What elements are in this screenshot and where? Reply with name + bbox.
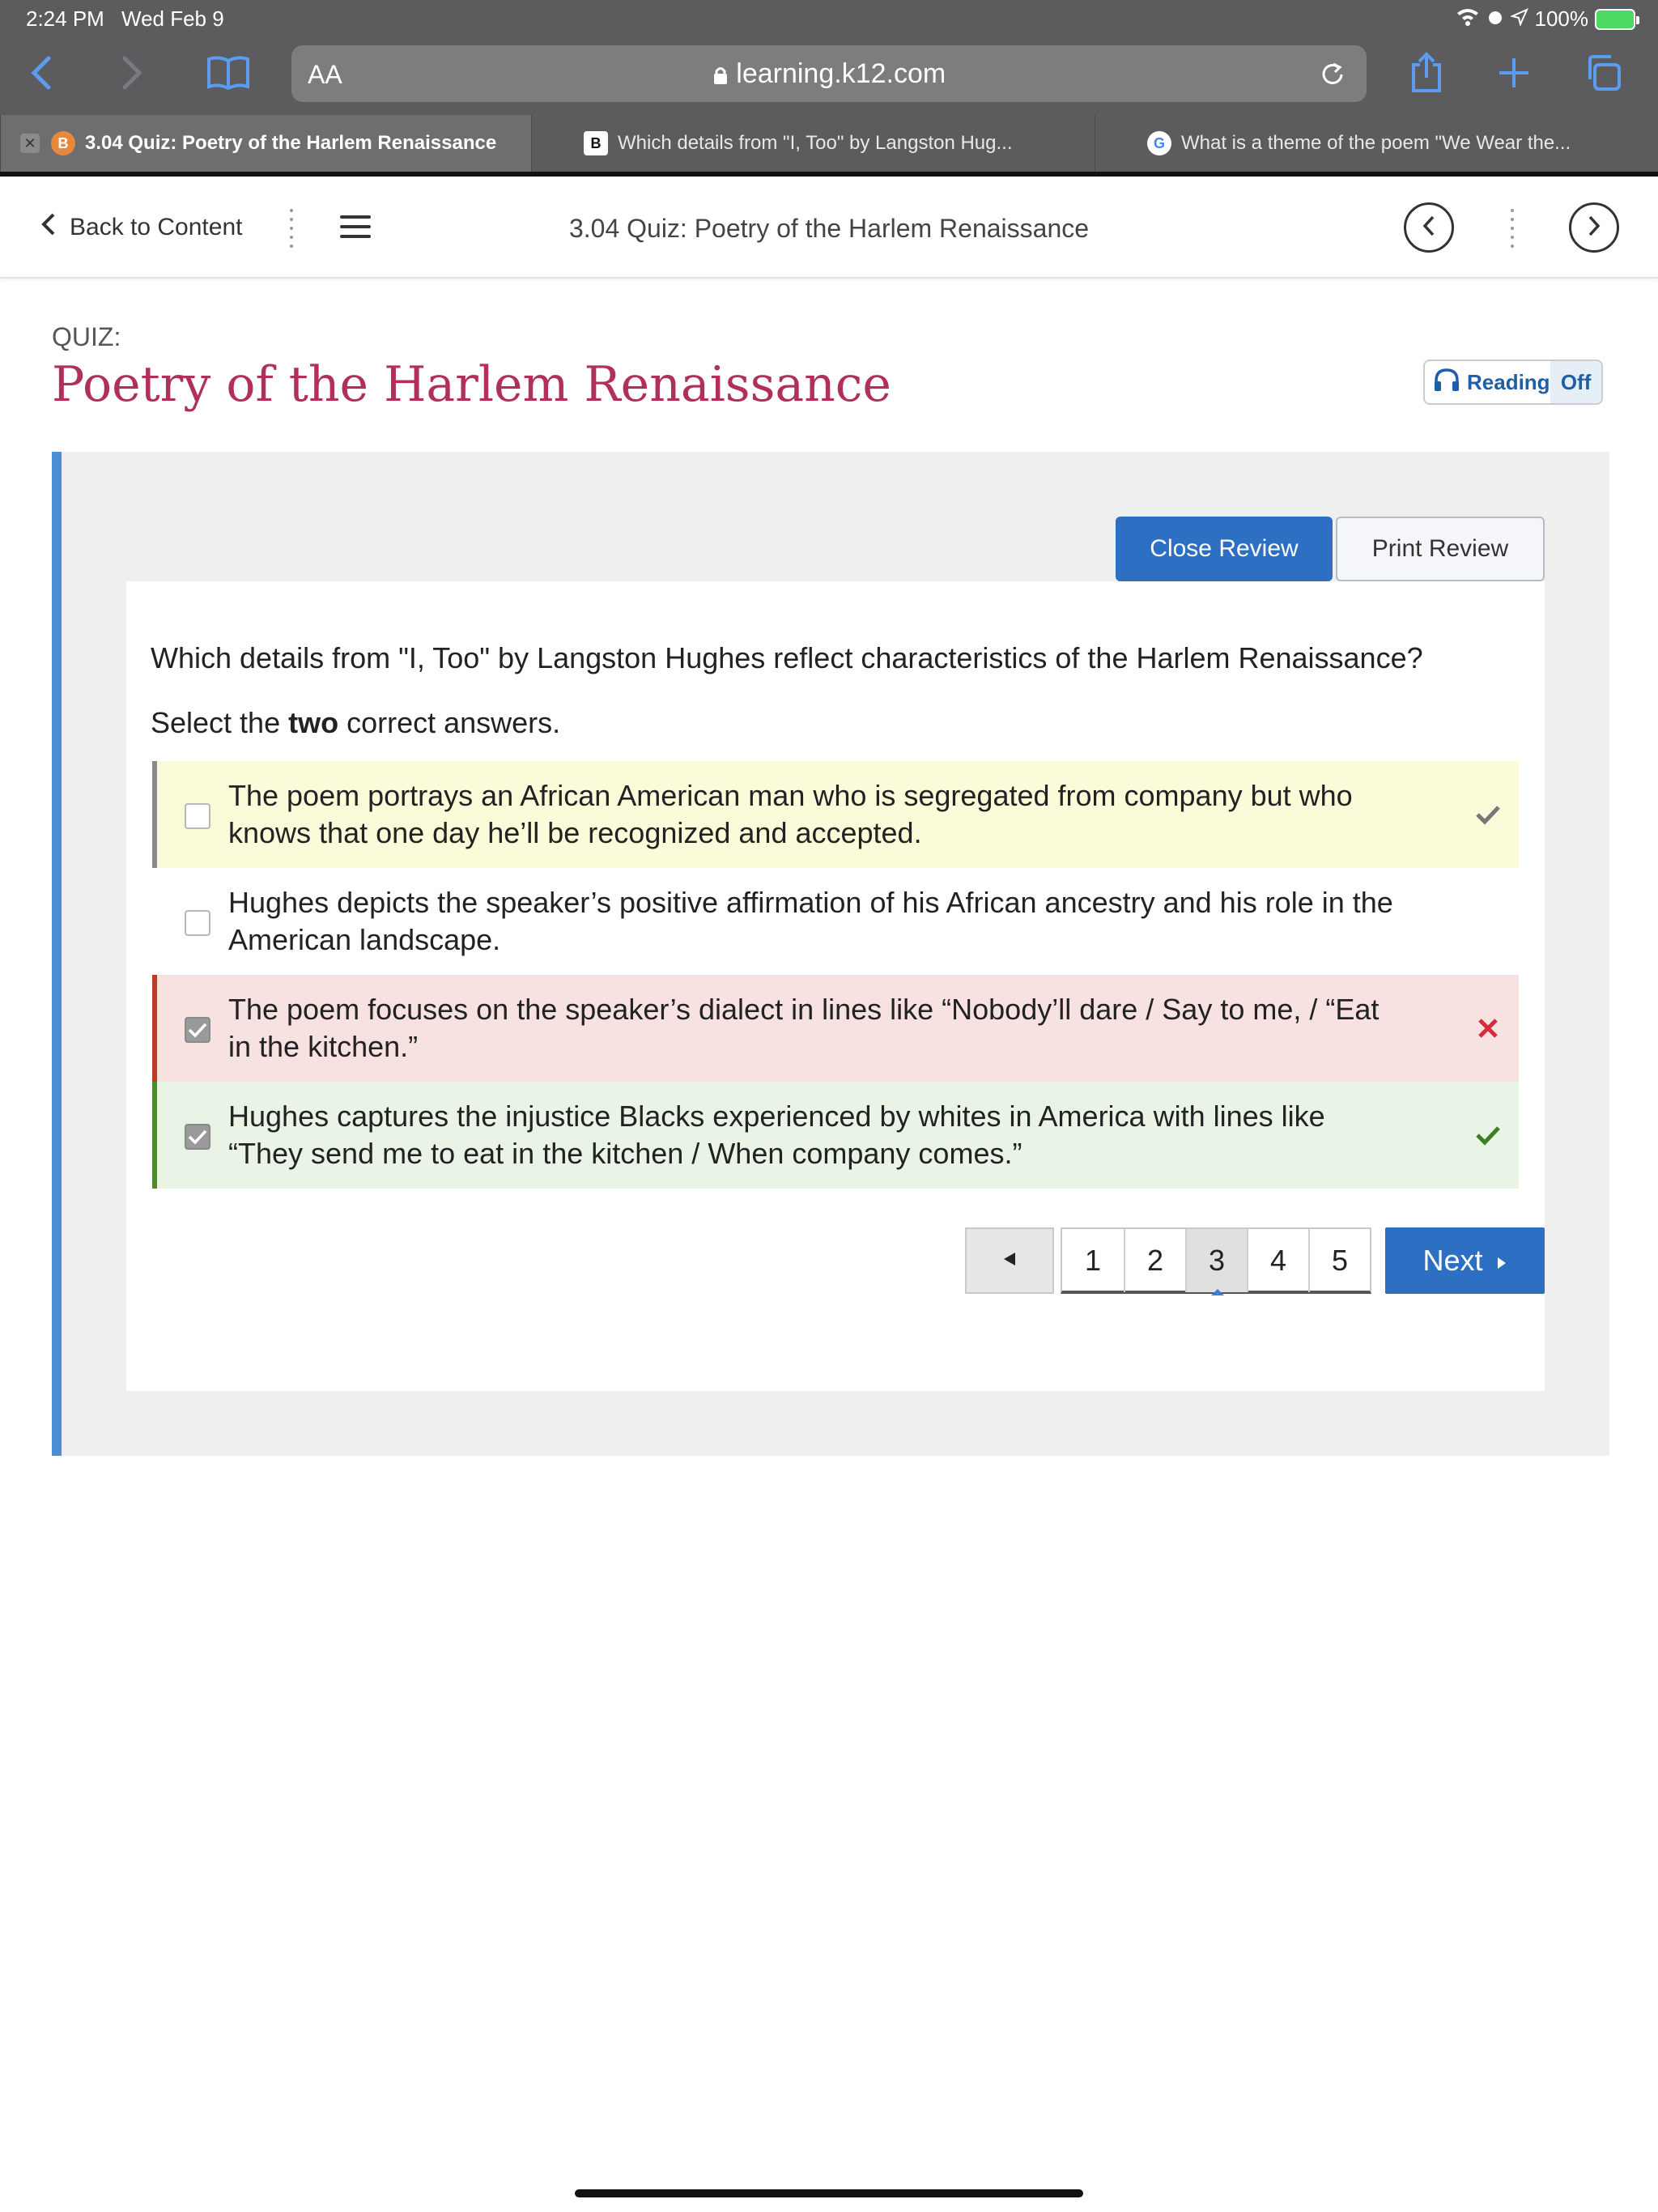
close-review-button[interactable]: Close Review xyxy=(1116,517,1333,581)
instruction-pre: Select the xyxy=(151,706,289,739)
page-button-3-current[interactable]: 3 xyxy=(1185,1229,1247,1292)
answer-checkbox-checked[interactable] xyxy=(185,1017,210,1043)
answer-status-bar xyxy=(152,975,157,1082)
triangle-left-icon xyxy=(1002,1251,1017,1271)
triangle-right-icon xyxy=(1496,1244,1507,1278)
new-tab-icon[interactable] xyxy=(1488,47,1540,99)
reader-aa-button[interactable]: AA xyxy=(308,60,342,89)
divider-dots-icon xyxy=(1509,209,1516,248)
answer-option-3[interactable] xyxy=(152,975,1519,1082)
home-indicator[interactable] xyxy=(575,2189,1083,2197)
answer-text: Hughes captures the injustice Blacks experienced by whites in America with lines like “They send me to eat in the kitchen / When company comes.” xyxy=(228,1100,1325,1170)
brainly-favicon-icon: B xyxy=(584,131,608,155)
quiz-label: QUIZ: xyxy=(52,322,121,351)
battery-percent: 100% xyxy=(1534,6,1588,31)
browser-chrome xyxy=(0,0,1658,175)
browser-tab-google[interactable] xyxy=(1095,115,1658,172)
back-arrow-icon[interactable] xyxy=(16,47,68,99)
pagination-pages xyxy=(1061,1227,1371,1294)
answer-text: The poem focuses on the speaker’s dialect in lines like “Nobody’ll dare / Say to me, / “Eat in the kitchen.” xyxy=(228,993,1380,1063)
print-review-button[interactable]: Print Review xyxy=(1336,517,1545,581)
next-page-button[interactable] xyxy=(1569,202,1619,253)
lock-icon xyxy=(712,58,736,89)
alarm-icon xyxy=(1486,6,1504,32)
answer-option-1[interactable] xyxy=(152,761,1519,868)
reading-state: Off xyxy=(1550,361,1601,403)
check-mark-icon xyxy=(1472,1119,1504,1151)
tab-label: 3.04 Quiz: Poetry of the Harlem Renaissance xyxy=(85,132,497,154)
answer-status-bar xyxy=(152,761,157,868)
back-to-content-label: Back to Content xyxy=(70,214,243,240)
location-icon xyxy=(1511,6,1528,32)
answer-checkbox[interactable] xyxy=(185,910,210,936)
answer-status-bar xyxy=(152,1082,157,1189)
google-favicon-icon: G xyxy=(1147,131,1171,155)
status-right xyxy=(1456,6,1636,32)
reload-icon[interactable] xyxy=(1310,52,1355,97)
previous-page-button[interactable] xyxy=(1404,202,1454,253)
status-date: Wed Feb 9 xyxy=(121,6,224,31)
check-mark-icon xyxy=(1472,798,1504,831)
page-button-4[interactable]: 4 xyxy=(1247,1229,1308,1292)
bb-favicon-icon: B xyxy=(51,131,75,155)
instruction-text xyxy=(151,706,560,740)
bookmarks-icon[interactable] xyxy=(202,47,254,99)
tab-label: What is a theme of the poem "We Wear the... xyxy=(1181,132,1571,154)
answer-option-2[interactable] xyxy=(152,868,1519,975)
tabs-overview-icon[interactable] xyxy=(1577,47,1629,99)
answer-option-4[interactable] xyxy=(152,1082,1519,1189)
x-mark-icon xyxy=(1472,1012,1504,1044)
browser-tab-brainly[interactable] xyxy=(531,115,1095,172)
headphones-icon xyxy=(1433,368,1460,398)
share-icon[interactable] xyxy=(1401,47,1452,99)
answer-text: The poem portrays an African American man who is segregated from company but who knows that one day he’ll be recognized and accepted. xyxy=(228,779,1353,849)
battery-icon xyxy=(1595,9,1635,30)
address-bar[interactable] xyxy=(291,45,1367,102)
reading-toggle[interactable] xyxy=(1423,359,1603,405)
course-nav-bar xyxy=(0,177,1658,279)
browser-tabs xyxy=(0,115,1658,175)
course-page-title: 3.04 Quiz: Poetry of the Harlem Renaissance xyxy=(568,214,1090,243)
page-button-2[interactable]: 2 xyxy=(1124,1229,1185,1292)
status-bar xyxy=(0,0,1658,36)
chevron-left-icon xyxy=(1421,214,1437,242)
answer-checkbox-checked[interactable] xyxy=(185,1124,210,1150)
tab-label: Which details from "I, Too" by Langston Hug... xyxy=(618,132,1013,154)
browser-tab-quiz[interactable] xyxy=(0,115,531,172)
close-tab-icon[interactable]: ✕ xyxy=(20,134,40,153)
answer-checkbox[interactable] xyxy=(185,803,210,829)
reading-label: Reading xyxy=(1467,369,1550,394)
next-label: Next xyxy=(1422,1244,1483,1277)
page-button-1[interactable]: 1 xyxy=(1084,1244,1102,1277)
url-text xyxy=(291,58,1367,90)
answer-text: Hughes depicts the speaker’s positive affirmation of his African ancestry and his role in the American landscape. xyxy=(228,886,1393,956)
url-value: learning.k12.com xyxy=(736,58,946,89)
quiz-title: Poetry of the Harlem Renaissance xyxy=(52,356,891,413)
instruction-post: correct answers. xyxy=(338,706,561,739)
instruction-bold: two xyxy=(288,706,339,739)
page-button-5[interactable]: 5 xyxy=(1308,1229,1370,1292)
reading-label-wrap xyxy=(1425,361,1550,403)
chevron-right-icon xyxy=(1586,214,1602,242)
pagination-prev-button[interactable] xyxy=(965,1227,1054,1294)
forward-arrow-icon[interactable] xyxy=(105,47,157,99)
browser-toolbar xyxy=(0,36,1658,113)
next-button[interactable] xyxy=(1385,1227,1545,1294)
wifi-icon xyxy=(1456,6,1480,32)
status-time: 2:24 PM xyxy=(26,6,104,31)
question-text: Which details from "I, Too" by Langston Hughes reflect characteristics of the Harlem Renaissance? xyxy=(151,641,1423,674)
